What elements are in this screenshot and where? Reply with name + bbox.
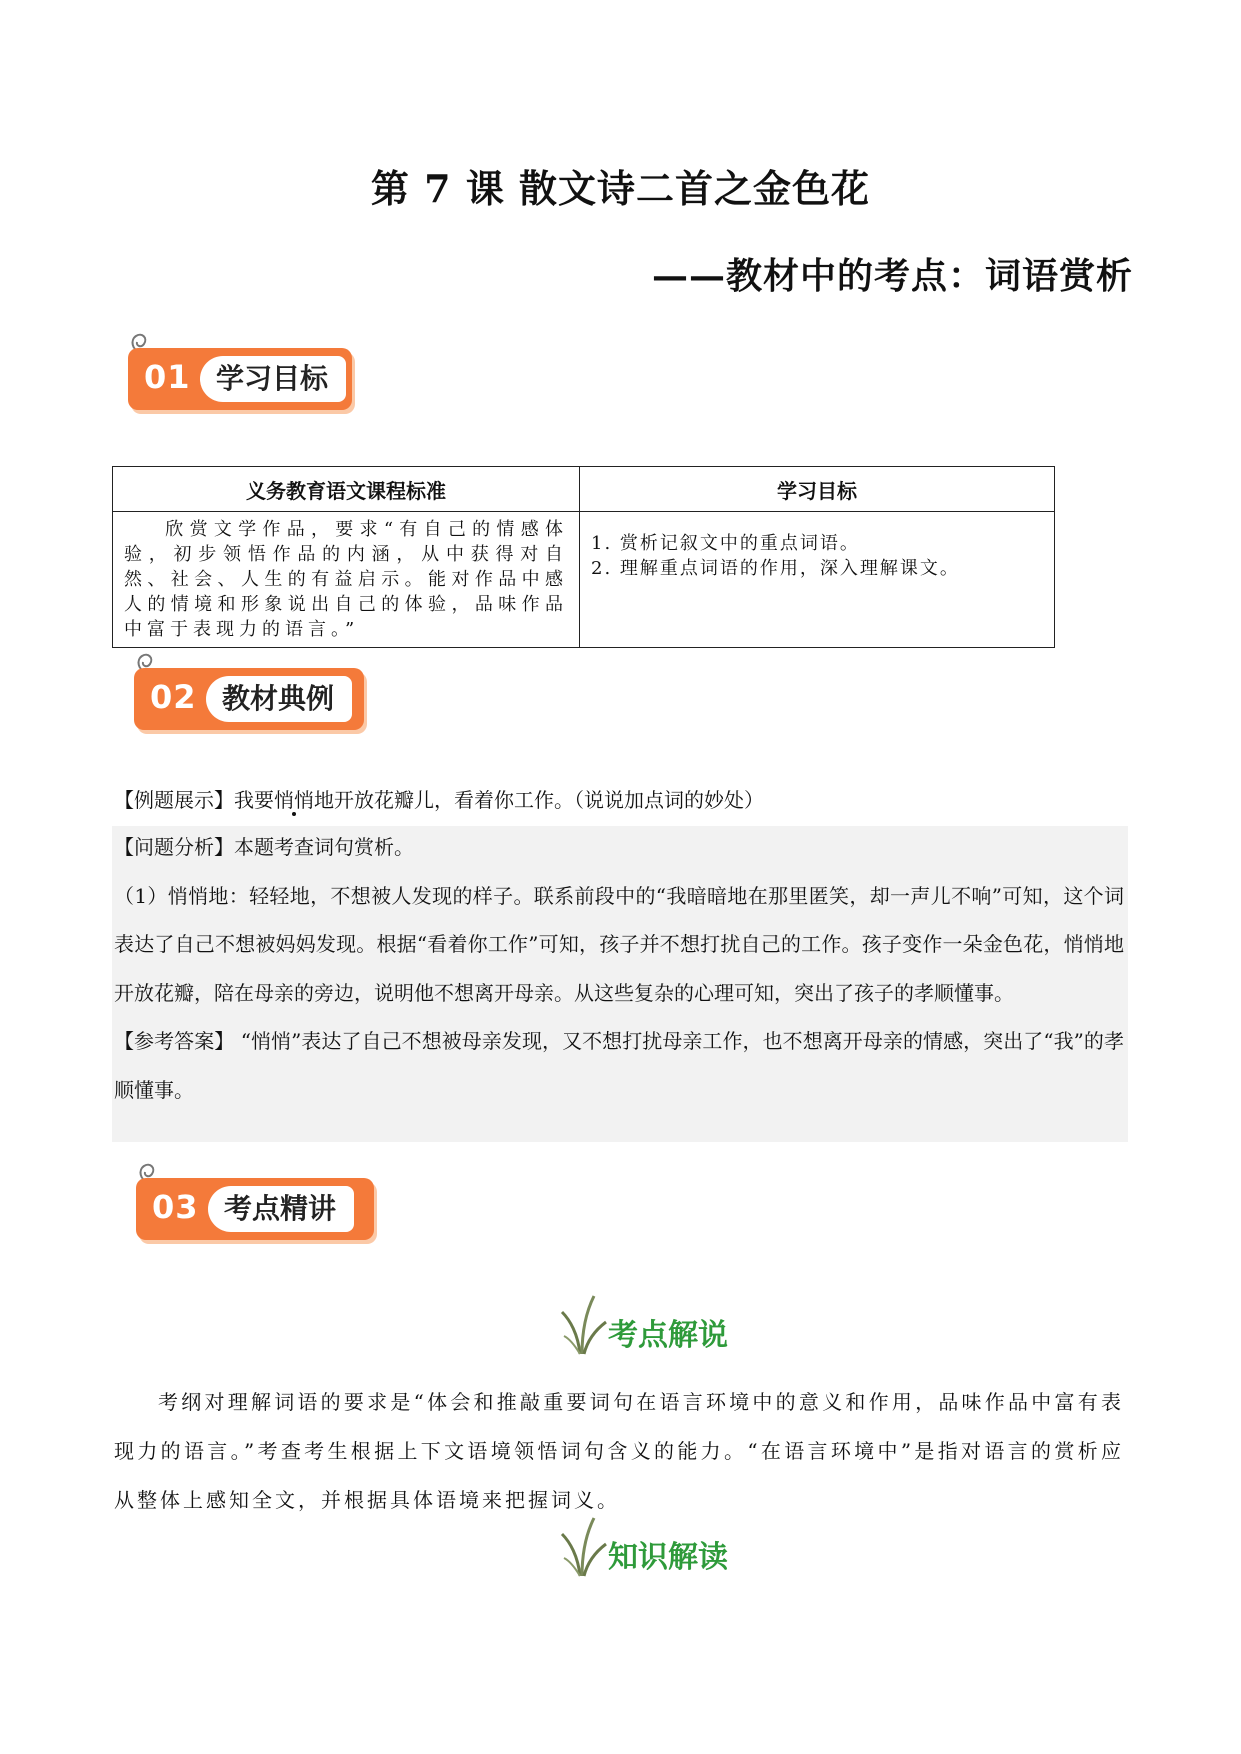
goal-item: 1. 赏析记叙文中的重点词语。: [591, 533, 860, 554]
section-number: 03: [152, 1188, 199, 1226]
analysis-line: （1）悄悄地：轻轻地，不想被人发现的样子。联系前段中的“我暗暗地在那里匿笑，却一声儿不响”可知，这个词表达了自己不想被妈妈发现。根据“看着你工作”可知，孩子并不想打扰自己的工作。孩子变作一朵金色花，悄悄地开放花瓣，陪在母亲的旁边，说明他不想离开母亲。从这些复杂的心理可知，突出了孩子的孝顺懂事。: [114, 883, 1124, 1005]
section-label: 教材典例: [206, 676, 352, 722]
section-badge-01: [128, 326, 358, 416]
analysis-line: 【问题分析】本题考查词句赏析。: [114, 835, 414, 859]
analysis-block: [114, 823, 1124, 1115]
goal-item: 2. 理解重点词语的作用，深入理解课文。: [591, 558, 960, 579]
page-subtitle: ——教材中的考点：词语赏析: [651, 255, 1133, 297]
standard-text: 欣赏文学作品，要求“有自己的情感体验，初步领悟作品的内涵，从中获得对自然、社会、人生的有益启示。能对作品中感人的情境和形象说出自己的体验，品味作品中富于表现力的语言。”: [124, 519, 568, 640]
kaodian-heading: 考点解说: [560, 1290, 740, 1360]
example-question: 【例题展示】我要悄悄地开放花瓣儿，看着你工作。（说说加点词的妙处）: [114, 788, 764, 812]
section-badge-02: [134, 646, 370, 736]
table-header-goals: 学习目标: [580, 467, 1055, 512]
dotted-word: 悄悄: [274, 788, 314, 812]
goals-list: [581, 513, 1053, 599]
section-label: 考点精讲: [208, 1186, 354, 1232]
section-label: 学习目标: [200, 356, 346, 402]
section-badge-03: [136, 1156, 380, 1246]
page-title: 第 7 课 散文诗二首之金色花: [370, 166, 871, 211]
leaf-icon: [560, 1512, 608, 1578]
section-number: 01: [144, 358, 191, 396]
knowledge-heading: 知识解读: [560, 1512, 740, 1582]
table-header-standard: 义务教育语文课程标准: [113, 467, 580, 512]
kaodian-body: 考纲对理解词语的要求是“体会和推敲重要词句在语言环境中的意义和作用，品味作品中富有表现力的语言。”考查考生根据上下文语境领悟词句含义的能力。“在语言环境中”是指对语言的赏析应从整体上感知全文，并根据具体语境来把握词义。: [114, 1390, 1124, 1512]
leaf-icon: [560, 1290, 608, 1356]
section-number: 02: [150, 678, 197, 716]
standards-table: [112, 466, 1055, 648]
answer-line: 【参考答案】 “悄悄”表达了自己不想被母亲发现，又不想打扰母亲工作，也不想离开母亲的情感，突出了“我”的孝顺懂事。: [114, 1029, 1124, 1102]
